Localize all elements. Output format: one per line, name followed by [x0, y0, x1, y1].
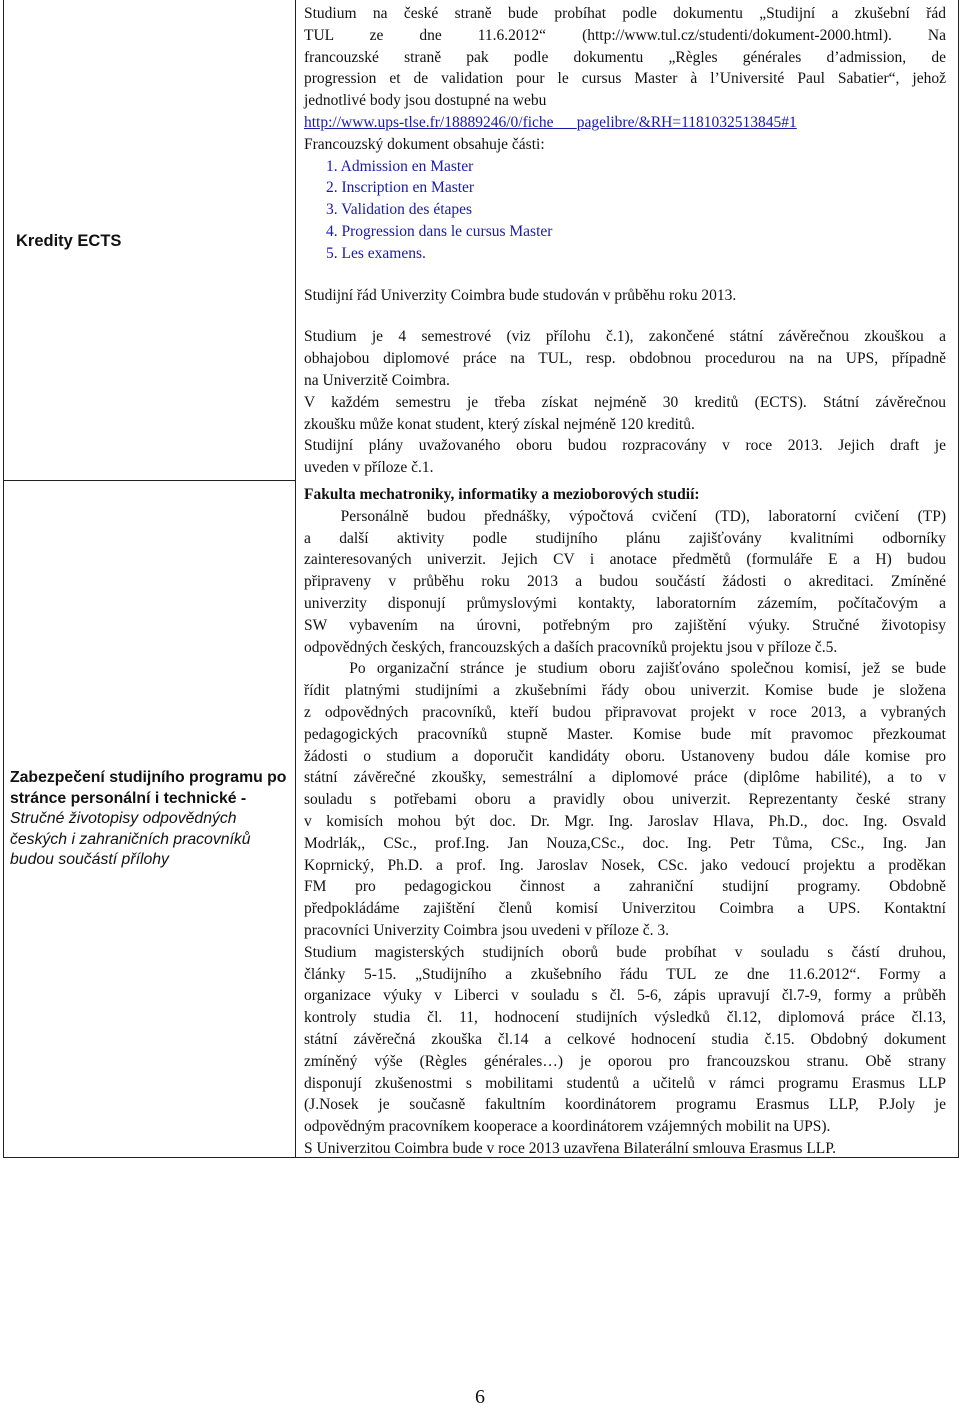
- regulations-line: (J.Nosek je současně fakultním koordinátorem programu Erasmus LLP, P.Joly je: [304, 1096, 946, 1114]
- ups-link[interactable]: http://www.ups-tlse.fr/18889246/0/fiche___pagelibre/&RH=1181032513845#1: [304, 113, 797, 131]
- regulations-line: Studium magisterských studijních oborů bude probíhat v souladu s částí druhou,: [304, 943, 946, 961]
- column-divider: [295, 0, 296, 1158]
- personnel-paragraph: [304, 506, 946, 659]
- personnel-line: odpovědných českých, francouzských a daších pracovníků projektu jsou v příloze č.5.: [304, 638, 838, 656]
- contents-item: 2. Inscription en Master: [326, 179, 475, 197]
- personnel-line: Personálně budou přednášky, výpočtová cvičení (TD), laboratorní cvičení (TP): [304, 507, 946, 525]
- organization-line: z odpovědných pracovníků, kteří budou připravovat projekt v roce 2013, a vybraných: [304, 703, 946, 721]
- organization-line: souladu s potřebami oboru a pravidly obou univerzit. Reprezentanty české strany: [304, 791, 946, 809]
- regulations-line: kontroly studia čl. 11, hodnocení studijních výsledků čl.12, diplomová práce čl.13,: [304, 1009, 946, 1027]
- staffing-section: [304, 484, 946, 1160]
- credits-line: zkoušku může konat student, který získal nejméně 120 kreditů.: [304, 415, 695, 433]
- erasmus-agreement: S Univerzitou Coimbra bude v roce 2013 uzavřena Bilaterální smlouva Erasmus LLP.: [304, 1139, 837, 1157]
- regulations-paragraph: [304, 942, 946, 1138]
- semesters-line: Studium je 4 semestrové (viz přílohu č.1), zakončené státní závěrečnou zkouškou a: [304, 328, 946, 346]
- page-number: 6: [475, 1386, 485, 1408]
- organization-line: Koprnický, Ph.D. a prof. Ing. Jaroslav Nosek, CSc. jako vedoucí projektu a proděkan: [304, 856, 946, 874]
- regulations-line: články 5-15. „Studijního a zkušebního řádu TUL ze dne 11.6.2012“. Formy a: [304, 965, 946, 983]
- semesters-paragraph: [304, 326, 946, 479]
- row-divider: [3, 480, 295, 481]
- personnel-line: univerzity disponují průmyslovými kontakty, laboratorním zázemím, počítačovým a: [304, 594, 946, 612]
- organization-line: Modrlák,, CSc., prof.Ing. Jan Nouza,CSc., doc. Ing. Petr Tůma, CSc., Ing. Jan: [304, 834, 946, 852]
- regulations-line: disponují zkušenostmi s mobilitami studentů a učitelů v rámci programu Erasmus LLP: [304, 1074, 946, 1092]
- staffing-label-bold: Zabezpečení studijního programu po stránce personální i technické -: [10, 769, 287, 807]
- plans-line: uveden v příloze č.1.: [304, 459, 434, 477]
- regulations-line: odpovědným pracovníkem kooperace a koordinátorem vzájemných mobilit na UPS).: [304, 1118, 831, 1136]
- organization-line: pedagogických pracovníků stupně Master. Komise bude mít pravomoc přezkoumat: [304, 725, 946, 743]
- organization-line: FM pro pedagogickou činnost a zahraniční studijní programy. Obdobně: [304, 878, 946, 896]
- regulations-line: organizace výuky v Liberci v souladu s čl. 5-6, zápis upravují čl.7-9, formy a průběh: [304, 987, 946, 1005]
- rules-line: Studium na české straně bude probíhat podle dokumentu „Studijní a zkušební řád: [304, 5, 946, 22]
- organization-line: předpokládáme zajištění členů komisí Univerzitou Coimbra a UPS. Kontaktní: [304, 900, 946, 918]
- contents-item: 5. Les examens.: [326, 244, 426, 262]
- regulations-line: státní závěrečná zkouška čl.14 a celkové hodnocení studia č.15. Obdobný dokument: [304, 1030, 946, 1048]
- coimbra-note: Studijní řád Univerzity Coimbra bude studován v průběhu roku 2013.: [304, 286, 737, 304]
- rules-paragraph: [304, 3, 946, 265]
- organization-line: Po organizační stránce je studium oboru zajišťováno společnou komisí, jež se bude: [304, 660, 946, 678]
- semesters-line: na Univerzitě Coimbra.: [304, 371, 450, 389]
- row-label-staffing: [10, 768, 290, 871]
- contents-item: 4. Progression dans le cursus Master: [326, 222, 553, 240]
- rules-line: francouzské straně pak podle dokumentu „Règles générales d’admission, de: [304, 48, 946, 66]
- contents-intro: Francouzský dokument obsahuje části:: [304, 135, 545, 153]
- personnel-line: SW vybavením na úrovni, potřebným pro zajištění výuky. Stručné životopisy: [304, 616, 946, 634]
- semesters-line: obhajobou diplomové práce na TUL, resp. obdobnou procedurou na na UPS, případně: [304, 350, 946, 368]
- organization-line: v komisích mohou být doc. Dr. Mgr. Ing. Jaroslav Hlava, Ph.D., doc. Ing. Osvald: [304, 812, 946, 830]
- organization-line: pracovníci Univerzity Coimbra jsou uvedeni v příloze č. 3.: [304, 921, 670, 939]
- plans-line: Studijní plány uvažovaného oboru budou rozpracovány v roce 2013. Jejich draft je: [304, 437, 946, 455]
- row-label-ects: Kredity ECTS: [16, 232, 122, 250]
- faculty-heading: Fakulta mechatroniky, informatiky a mezioborových studií:: [304, 486, 700, 503]
- organization-paragraph: [304, 658, 946, 941]
- regulations-line: zmíněný výše (Règles générales…) je oporou pro francouzskou stranu. Obě strany: [304, 1052, 946, 1070]
- contents-item: 1. Admission en Master: [326, 157, 474, 175]
- study-rules-section: [304, 3, 946, 479]
- personnel-line: a další aktivity podle studijního plánu zajišťovány kvalitními odborníky: [304, 529, 946, 547]
- personnel-line: připraveny v průběhu roku 2013 a budou součástí žádosti o akreditaci. Zmíněné: [304, 573, 946, 591]
- personnel-line: zainteresovaných univerzit. Jejich CV i anotace předmětů (formuláře E a H) budou: [304, 551, 946, 569]
- organization-line: řídit platnými studijními a zkušebními řády obou univerzit. Komise bude je složena: [304, 682, 946, 700]
- rules-line: jednotlivé body jsou dostupné na webu: [304, 92, 547, 110]
- organization-line: státní závěrečné zkoušky, semestrální a diplomové práce (diplôme habilité), a to v: [304, 769, 946, 787]
- credits-line: V každém semestru je třeba získat nejméně 30 kreditů (ECTS). Státní závěrečnou: [304, 393, 946, 411]
- rules-line: progression et de validation pour le cursus Master à l’Université Paul Sabatier“, jehož: [304, 70, 946, 88]
- organization-line: žádosti o studium a doporučit kandidáty oboru. Ustanoveny budou dále komise pro: [304, 747, 946, 765]
- contents-item: 3. Validation des étapes: [326, 201, 473, 219]
- rules-line: TUL ze dne 11.6.2012“ (http://www.tul.cz/studenti/dokument-2000.html). Na: [304, 26, 946, 44]
- staffing-label-italic: Stručné životopisy odpovědných českých i zahraničních pracovníků budou součástí přílohy: [10, 810, 251, 868]
